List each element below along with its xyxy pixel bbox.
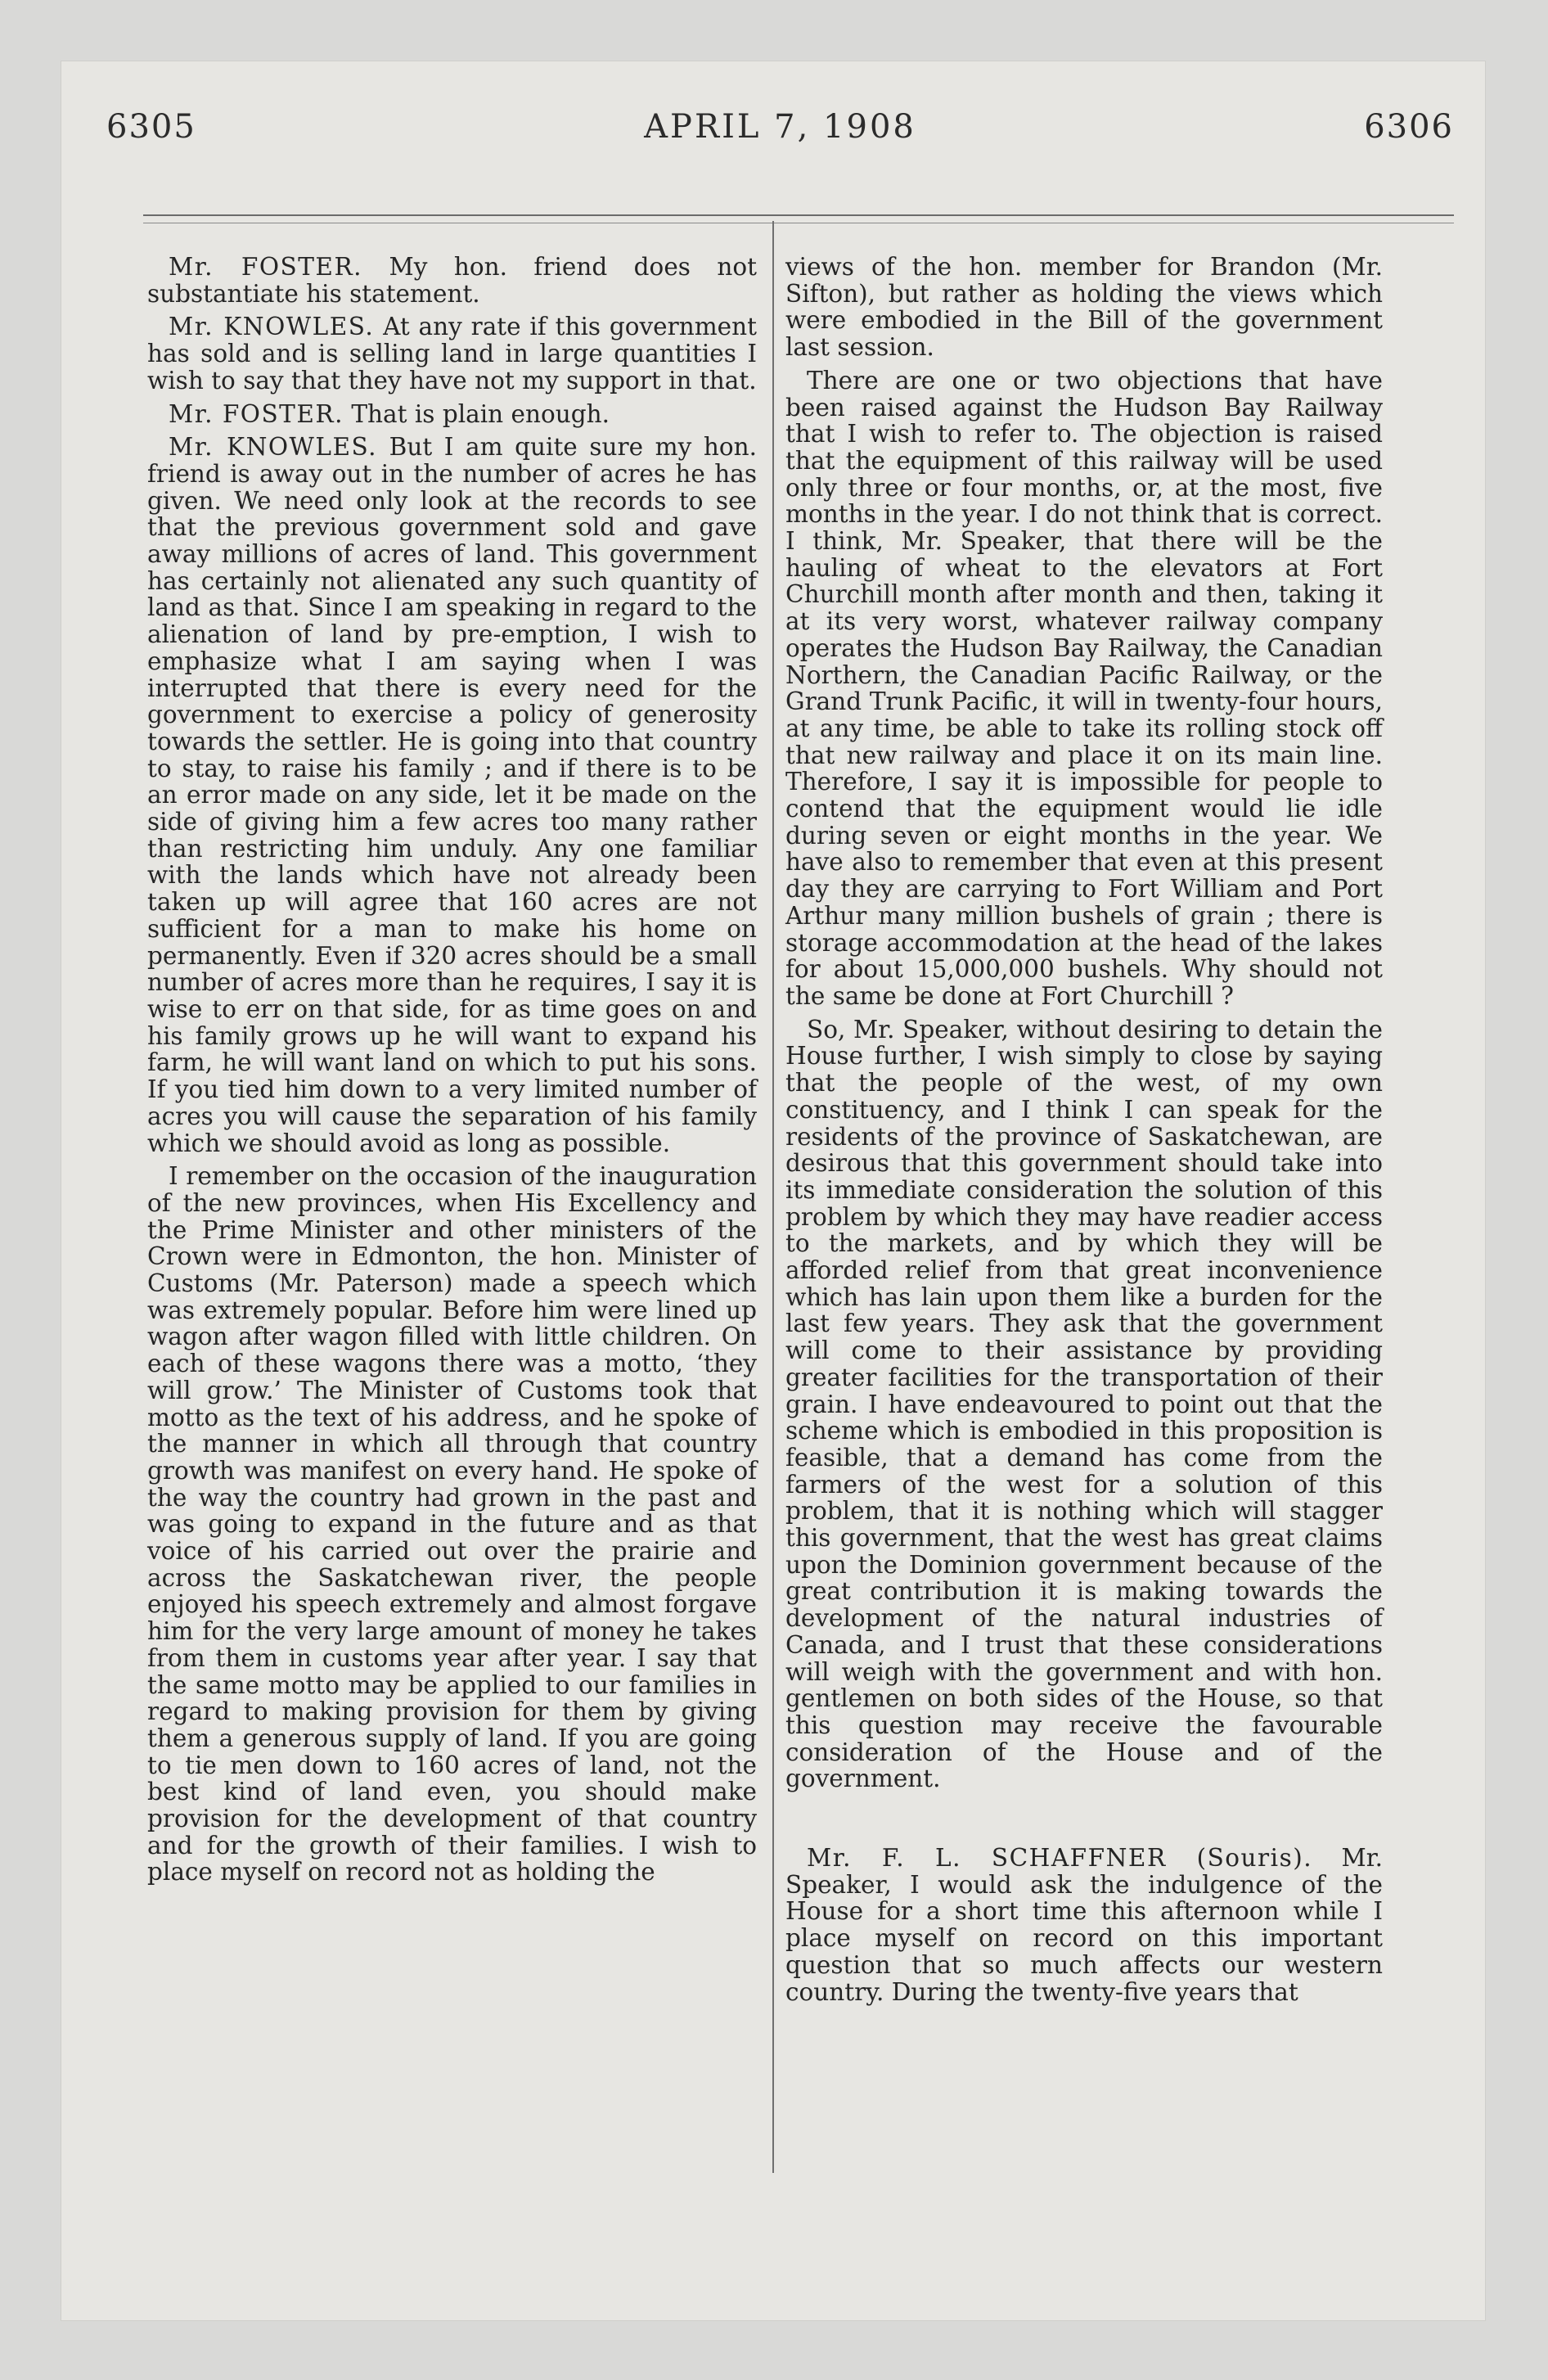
paragraph bbox=[147, 254, 757, 307]
paragraph-text: There are one or two objections that have been raised against the Hudson Bay Railway that I wish to refer to. The objection is raised that the equipment of this railway will be used only three or four months, or, at the most, five months in the year. I do not think that is correct. I think, Mr. Speaker, that there will be the hauling of wheat to the elevators at Fort Churchill month after month and then, taking it at its very worst, whatever railway company operates the Hudson Bay Railway, the Canadian Northern, the Canadian Pacific Railway, or the Grand Trunk Pacific, it will in twenty-four hours, at any time, be able to take its rolling stock off that new railway and place it on its main line. Therefore, I say it is impossible for people to contend that the equipment would lie idle during seven or eight months in the year. We have also to remember that even at this present day they are carrying to Fort William and Port Arthur many million bushels of grain ; there is storage accommodation at the head of the lakes for about 15,000,000 bushels. Why should not the same be done at Fort Churchill ? bbox=[785, 366, 1383, 1010]
speaker-name: Mr. FOSTER. bbox=[169, 253, 363, 281]
paragraph bbox=[147, 313, 757, 394]
paragraph-text: views of the hon. member for Brandon (Mr. Sifton), but rather as holding the views which were embodied in the Bill of the government last session. bbox=[785, 253, 1383, 362]
paragraph bbox=[785, 367, 1383, 1010]
paragraph-text: That is plain enough. bbox=[351, 399, 610, 428]
speaker-name: Mr. FOSTER. bbox=[169, 399, 344, 428]
paragraph-text: At any rate if this government has sold and is selling land in large quantities I wish to say that they have not my support in that. bbox=[147, 313, 757, 394]
speaker-name: Mr. KNOWLES. bbox=[169, 433, 378, 462]
paragraph bbox=[147, 1163, 757, 1886]
paragraph-text: Mr. Speaker, I would ask the indulgence of the House for a short time this afternoon while I place myself on record on this important question that so much affects our western country. During the twenty-five years that bbox=[785, 1844, 1383, 2006]
header-rule bbox=[143, 214, 1454, 223]
paragraph-text: So, Mr. Speaker, without desiring to detain the House further, I wish simply to close by saying that the people of the west, of my own constituency, and I think I can speak for the residents of the province of Saskatchewan, are desirous that this government should take into its immediate consideration the solution of this problem by which they may have readier access to the markets, and by which they will be afforded relief from that great inconvenience which has lain upon them like a burden for the last few years. They ask that the government will come to their assistance by providing greater facilities for the transportation of their grain. I have endeavoured to point out that the scheme which is embodied in this proposition is feasible, that a demand has come from the farmers of the west for a solution of this problem, that it is nothing which will stagger this government, that the west has great claims upon the Dominion government because of the great contribution it is making towards the development of the natural industries of Canada, and I trust that these considerations will weigh with the government and with hon. gentlemen on both sides of the House, so that this question may receive the favourable consideration of the House and of the government. bbox=[785, 1015, 1383, 1793]
paragraph-text: My hon. friend does not substantiate his statement. bbox=[147, 253, 757, 308]
page-number-right: 6306 bbox=[1364, 108, 1454, 146]
paragraph bbox=[147, 401, 757, 428]
right-column bbox=[785, 254, 1383, 2012]
column-divider bbox=[772, 221, 774, 2173]
page-date-title: APRIL 7, 1908 bbox=[644, 108, 916, 146]
paragraph-text: I remember on the occasion of the inauguration of the new provinces, when His Excellency and the Prime Minister and other ministers of the Crown were in Edmonton, the hon. Minister of Customs (Mr. Paterson) made a speech which was extremely popular. Before him were lined up wagon after wagon filled with little children. On each of these wagons there was a motto, ‘they will grow.’ The Minister of Customs took that motto as the text of his address, and he spoke of the manner in which all through that country growth was manifest on every hand. He spoke of the way the country had grown in the past and was going to expand in the future and as that voice of his carried out over the prairie and across the Saskatchewan river, the people enjoyed his speech extremely and almost forgave him for the very large amount of money he takes from them in customs year after year. I say that the same motto may be applied to our families in regard to making provision for them by giving them a generous supply of land. If you are going to tie men down to 160 acres of land, not the best kind of land even, you should make provision for the development of that country and for the growth of their families. I wish to place myself on record not as holding the bbox=[147, 1162, 757, 1886]
section-spacer bbox=[785, 1799, 1383, 1845]
page-header bbox=[106, 98, 1454, 156]
paragraph bbox=[147, 434, 757, 1156]
speaker-name: Mr. F. L. SCHAFFNER (Souris). bbox=[807, 1844, 1313, 1873]
paragraph bbox=[785, 254, 1383, 361]
paragraph-text: But I am quite sure my hon. friend is away out in the number of acres he has given. We need only look at the records to see that the previous government sold and gave away millions of acres of land. This government has certainly not alienated any such quantity of land as that. Since I am speaking in regard to the alienation of land by pre-emption, I wish to emphasize what I am saying when I was interrupted that there is every need for the government to exercise a policy of generosity towards the settler. He is going into that country to stay, to raise his family ; and if there is to be an error made on any side, let it be made on the side of giving him a few acres too many rather than restricting him unduly. Any one familiar with the lands which have not already been taken up will agree that 160 acres are not sufficient for a man to make his home on permanently. Even if 320 acres should be a small number of acres more than he requires, I say it is wise to err on that side, for as time goes on and his family grows up he will want to expand his farm, he will want land on which to put his sons. If you tied him down to a very limited number of acres you will cause the separation of his family which we should avoid as long as possible. bbox=[147, 433, 757, 1157]
paragraph bbox=[785, 1016, 1383, 1792]
left-column bbox=[147, 254, 757, 1892]
paragraph bbox=[785, 1845, 1383, 2005]
speaker-name: Mr. KNOWLES. bbox=[169, 313, 375, 341]
page-number-left: 6305 bbox=[106, 108, 196, 146]
